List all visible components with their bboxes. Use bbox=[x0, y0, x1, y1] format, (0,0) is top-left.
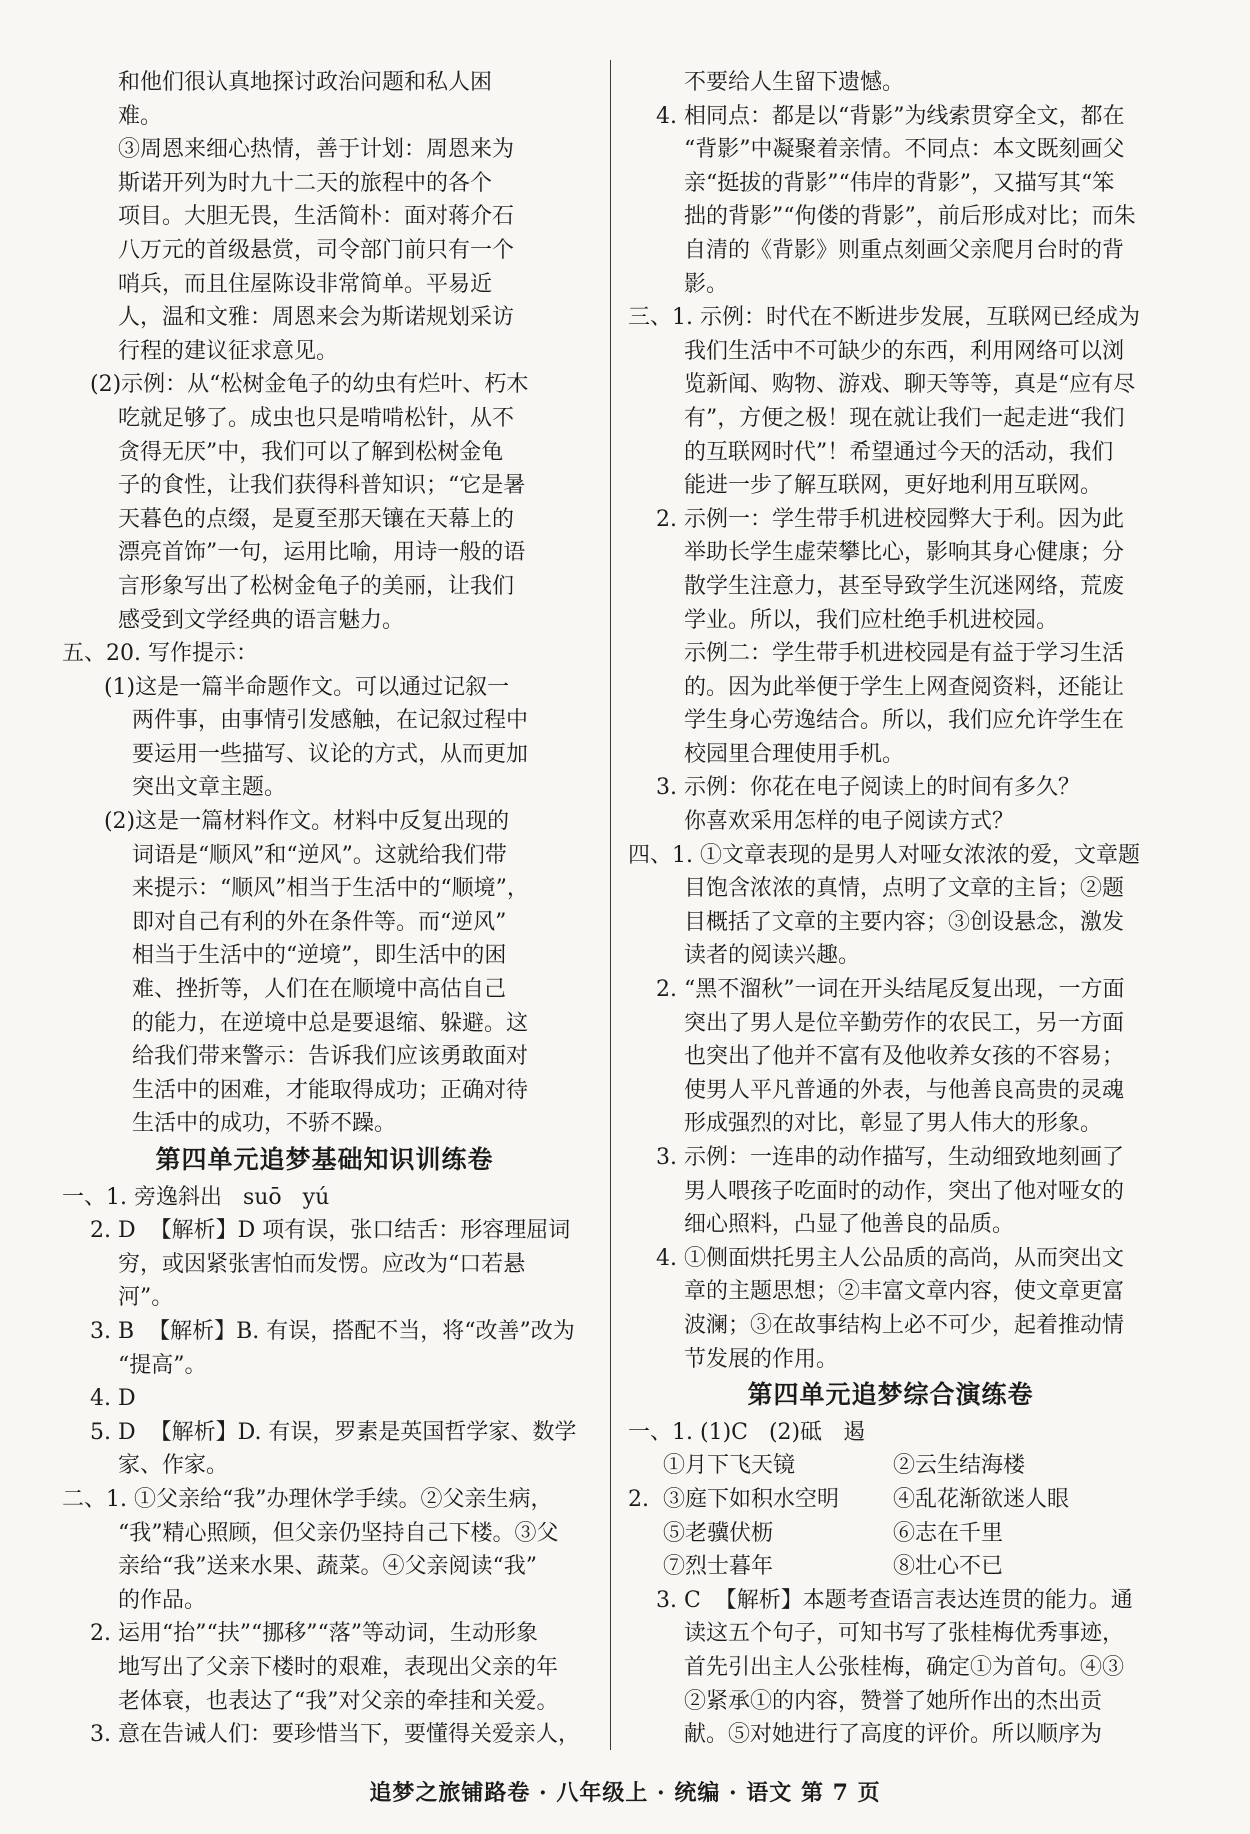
section-heading: 第四单元追梦综合演练卷 bbox=[747, 1380, 1034, 1410]
poem-line: ⑥志在千里 bbox=[893, 1520, 1004, 1546]
answer-block: ③周恩来细心热情，善于计划：周恩来为 斯诺开列为时九十二天的旅程中的各个 项目。大胆无畏，生活简朴：面对蒋介石 八万元的首级悬赏，司令部门前只有一个 哨兵，而且住屋陈设非常简单。平易近 人，温和文雅：周恩来会为斯诺规划采访 行程的建议征求意见。 bbox=[117, 137, 514, 364]
section-heading: 第四单元追梦基础知识训练卷 bbox=[155, 1145, 494, 1174]
answer-block: 四、1. ①文章表现的是男人对哑女浓浓的爱，文章题 目饱含浓浓的真情，点明了文章的主旨；②题 目概括了文章的主要内容；③创设悬念，激发 读者的阅读兴趣。 bbox=[628, 842, 1140, 969]
answer-block: 五、20. 写作提示： bbox=[62, 641, 258, 667]
poem-grid bbox=[663, 1449, 1153, 1583]
answer-block: 3. B 【解析】B. 有误，搭配不当，将“改善”改为 “提高”。 bbox=[89, 1318, 575, 1378]
answer-block: 3. 示例：你花在电子阅读上的时间有多久？ 你喜欢采用怎样的电子阅读方式？ bbox=[655, 775, 1080, 835]
poem-question-number: 2. bbox=[628, 1453, 656, 1512]
answer-block: (2)示例：从“松树金龟子的幼虫有烂叶、朽木 吃就足够了。成虫也只是啃啃松针，从不 贪得无厌”中，我们可以了解到松树金龟 子的食性，让我们获得科普知识；“它是暑 天暮色的点缀，是夏至那天镶在天幕上的 漂亮首饰”一句，运用比喻，用诗一般的语 言形象写出了松树金龟子的美丽，让我们 感受到文学经典的语言魅力。 bbox=[89, 372, 529, 633]
answer-block: 一、1. (1)C (2)砥 遏 bbox=[628, 1419, 866, 1445]
right-column bbox=[628, 66, 1153, 1752]
answer-block: 不要给人生留下遗憾。 bbox=[628, 70, 904, 95]
answer-block: 2. 运用“抬”“扶”“挪移”“落”等动词，生动形象 地写出了父亲下楼时的艰难，表现出父亲的年 老体衰，也表达了“我”对父亲的牵挂和关爱。 bbox=[89, 1621, 559, 1714]
answer-block: 3. 示例：一连串的动作描写，生动细致地刻画了 男人喂孩子吃面时的动作，突出了他对哑女的 细心照料，凸显了他善良的品质。 bbox=[655, 1145, 1124, 1238]
poem-line: ④乱花渐欲迷人眼 bbox=[893, 1486, 1070, 1512]
page-footer: 追梦之旅铺路卷 · 八年级上 · 统编 · 语文 第 7 页 bbox=[369, 1780, 881, 1806]
answer-block: 2. “黑不溜秋”一词在开头结尾反复出现，一方面 突出了男人是位辛勤劳作的农民工，另一方面 也突出了他并不富有及他收养女孩的不容易； 使男人平凡普通的外表，与他善良高贵的灵魂 形成强烈的对比，彰显了男人伟大的形象。 bbox=[655, 977, 1125, 1137]
answer-block: (1)这是一篇半命题作文。可以通过记叙一 两件事，由事情引发感触，在记叙过程中 要运用一些描写、议论的方式，从而更加 突出文章主题。 bbox=[103, 674, 528, 801]
answer-block: 二、1. ①父亲给“我”办理休学手续。②父亲生病， “我”精心照顾，但父亲仍坚持自己下楼。③父 亲给“我”送来水果、蔬菜。④父亲阅读“我” 的作品。 bbox=[62, 1486, 559, 1613]
answer-block: 5. D 【解析】D. 有误，罗素是英国哲学家、数学 家、作家。 bbox=[89, 1419, 577, 1479]
answer-block: 4. ①侧面烘托男主人公品质的高尚，从而突出文 章的主题思想；②丰富文章内容，使文章更富 波澜；③在故事结构上必不可少，起着推动情 节发展的作用。 bbox=[655, 1245, 1124, 1372]
answer-block: 2. 示例一：学生带手机进校园弊大于利。因为此 举助长学生虚荣攀比心，影响其身心健康；分 散学生注意力，甚至导致学生沉迷网络，荒废 学业。所以，我们应杜绝手机进校园。 示例二：学生带手机进校园是有益于学习生活 的。因为此举便于学生上网查阅资料，还能让 学生身心劳逸结合。所以，我们应允许学生在 校园里合理使用手机。 bbox=[655, 506, 1124, 767]
answer-block: 和他们很认真地探讨政治问题和私人困 难。 bbox=[117, 70, 492, 129]
answer-block: (2)这是一篇材料作文。材料中反复出现的 词语是“顺风”和“逆风”。这就给我们带 来提示：“顺风”相当于生活中的“顺境”， 即对自己有利的外在条件等。而“逆风” 相当于生活中的“逆境”，即生活中的困 难、挫折等，人们在在顺境中高估自己 的能力，在逆境中总是要退缩、躲避。这 给我们带来警示：告诉我们应该勇敢面对 生活中的困难，才能取得成功；正确对待 生活中的成功，不骄不躁。 bbox=[103, 809, 529, 1137]
answer-block: 三、1. 示例：时代在不断进步发展，互联网已经成为 我们生活中不可缺少的东西，利用网络可以浏 览新闻、购物、游戏、聊天等等，真是“应有尽 有”，方便之极！现在就让我们一起走进“我们 的互联网时代”！希望通过今天的活动，我们 能进一步了解互联网，更好地利用互联网。 bbox=[628, 305, 1140, 499]
poem-line: ①月下飞天镜 bbox=[663, 1453, 796, 1479]
answer-block: 2. D 【解析】D 项有误，张口结舌：形容理屈词 穷，或因紧张害怕而发愣。应改为“口若悬 河”。 bbox=[89, 1218, 571, 1311]
poem-line: ③庭下如积水空明 bbox=[663, 1486, 840, 1512]
poem-line: ②云生结海楼 bbox=[893, 1453, 1026, 1479]
poem-answers bbox=[628, 1449, 1153, 1583]
answer-block: 4. D bbox=[62, 1386, 136, 1412]
column-divider bbox=[610, 60, 611, 1750]
answer-block: 一、1. 旁逸斜出 suō yú bbox=[62, 1184, 330, 1210]
poem-line: ⑧壮心不已 bbox=[893, 1554, 1004, 1580]
answer-block: 3. C 【解析】本题考查语言表达连贯的能力。通 读这五个句子，可知书写了张桂梅优秀事迹， 首先引出主人公张桂梅，确定①为首句。④③ ②紧承①的内容，赞誉了她所作出的杰出贡 献。⑤对她进行了高度的评价。所以顺序为 bbox=[655, 1587, 1133, 1748]
poem-line: ⑤老骥伏枥 bbox=[663, 1520, 774, 1546]
left-column bbox=[62, 66, 587, 1752]
poem-line: ⑦烈士暮年 bbox=[663, 1554, 774, 1580]
answer-block: 4. 相同点：都是以“背影”为线索贯穿全文，都在 “背影”中凝聚着亲情。不同点：本文既刻画父 亲“挺拔的背影”“伟岸的背影”，又描写其“笨 拙的背影”“佝偻的背影”，前后形成对比；而朱 自清的《背影》则重点刻画父亲爬月台时的背 影。 bbox=[655, 103, 1136, 297]
answer-block: 3. 意在告诫人们：要珍惜当下，要懂得关爱亲人， bbox=[62, 1722, 580, 1748]
